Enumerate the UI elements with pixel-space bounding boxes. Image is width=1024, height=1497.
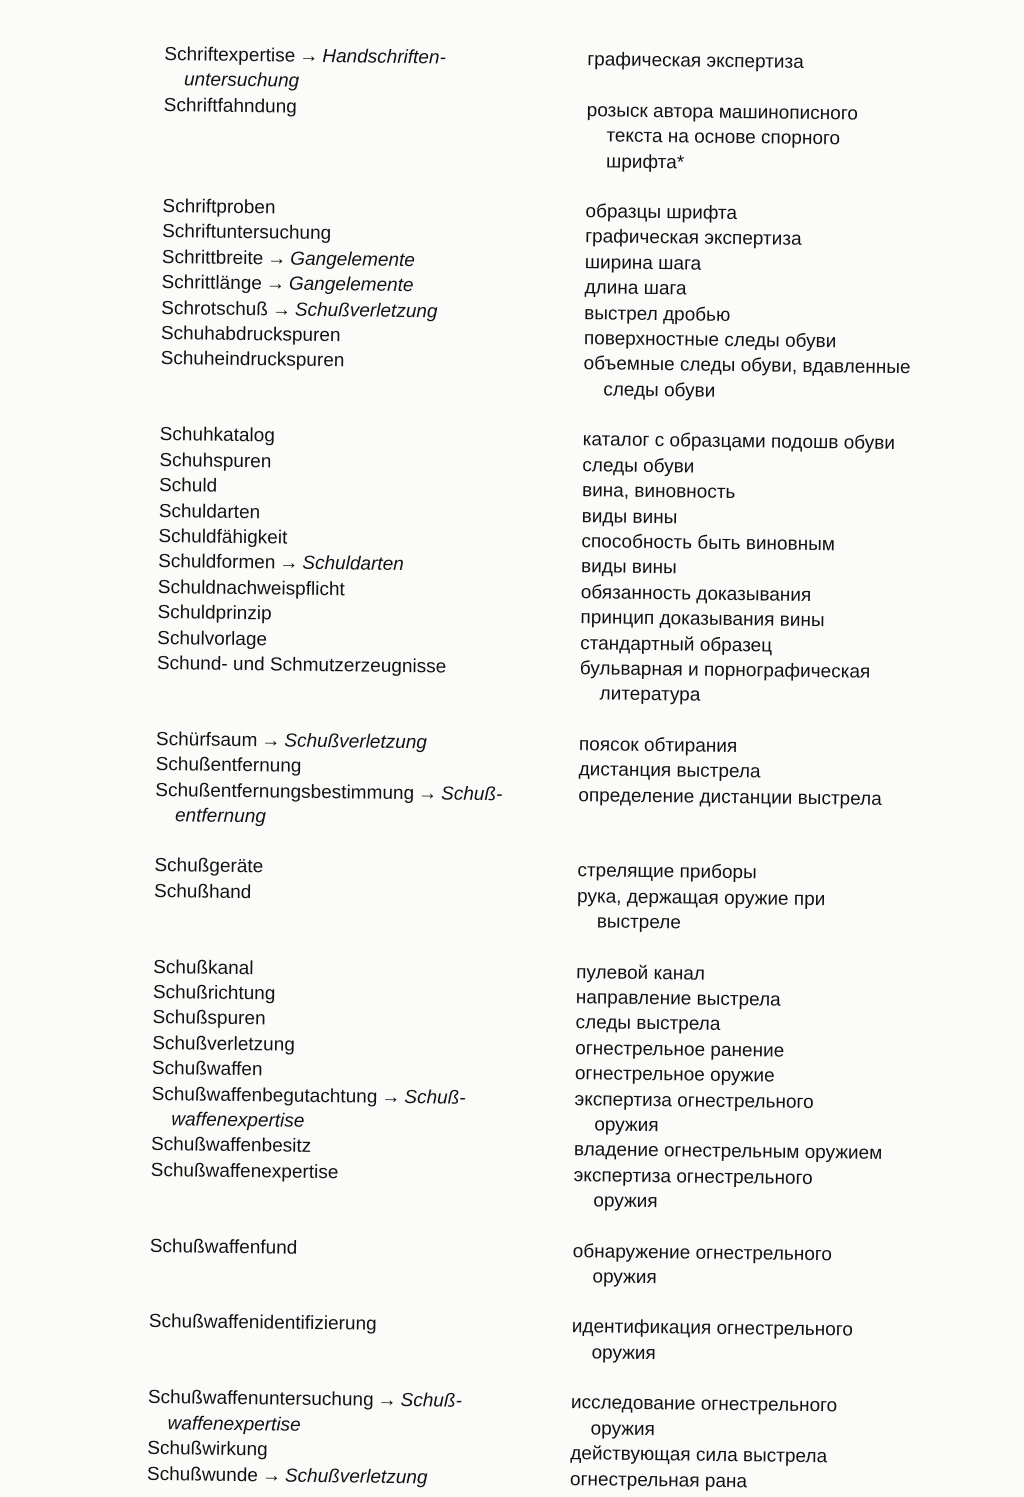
russian-translation: рука, держащая оружие при <box>576 885 826 910</box>
russian-translation-continuation: литература <box>599 683 701 706</box>
russian-translation: идентификация огнестрельного <box>571 1316 854 1341</box>
russian-translation: обязанность доказывания <box>580 581 812 606</box>
german-term-column <box>147 1385 533 1441</box>
cross-reference: Schuß- <box>404 1086 466 1109</box>
german-term: Schußwaffenfund <box>149 1235 298 1259</box>
german-term-column <box>151 1158 536 1188</box>
russian-translation-column <box>572 1239 938 1294</box>
german-term-column <box>164 93 549 123</box>
german-term: Schriftfahndung <box>163 94 297 118</box>
german-term: Schußverletzung <box>152 1032 295 1056</box>
russian-translation-continuation: выстреле <box>596 911 682 934</box>
russian-translation-column <box>570 1390 936 1445</box>
german-term: Schußspuren <box>152 1007 266 1030</box>
russian-translation-continuation: шрифта* <box>605 151 685 173</box>
german-term: Schuhkatalog <box>159 424 275 447</box>
cross-reference: Schußverletzung <box>284 730 428 754</box>
russian-translation: направление выстрела <box>575 987 781 1011</box>
russian-translation: огнестрельное ранение <box>575 1037 785 1062</box>
german-term: Schußwaffenuntersuchung <box>147 1387 374 1411</box>
german-term-column <box>160 346 545 376</box>
german-term: Schuheindruckspuren <box>160 348 345 372</box>
cross-reference: Schußverletzung <box>294 299 438 323</box>
russian-translation: розыск автора машинописного <box>586 99 858 125</box>
cross-reference-continuation: entfernung <box>174 805 267 828</box>
russian-translation: выстрел дробью <box>584 302 731 326</box>
arrow-right-icon: → <box>271 299 292 321</box>
german-term: Schußkanal <box>153 956 254 979</box>
german-term-column <box>164 42 550 98</box>
cross-reference-continuation: waffenexpertise <box>167 1412 301 1436</box>
russian-translation-column <box>583 352 949 407</box>
russian-translation: способность быть виновным <box>581 531 835 556</box>
german-term: Schrotschuß <box>161 297 269 320</box>
arrow-right-icon: → <box>261 729 281 752</box>
russian-translation-column <box>570 1467 935 1497</box>
german-term: Schuldformen <box>158 551 276 574</box>
german-term: Schuldarten <box>158 500 261 523</box>
german-term: Schrittlänge <box>161 272 263 295</box>
russian-translation: поверхностные следы обуви <box>583 328 837 353</box>
russian-translation: исследование огнестрельного <box>570 1392 838 1417</box>
russian-translation: ширина шага <box>584 252 702 275</box>
russian-translation: вина, виновность <box>581 480 736 504</box>
german-term-column <box>150 1234 535 1264</box>
arrow-right-icon: → <box>265 273 286 295</box>
russian-translation: принцип доказывания вины <box>580 607 825 632</box>
cross-reference: Schuldarten <box>302 553 404 576</box>
russian-translation: поясок обтирания <box>578 733 738 757</box>
german-term: Schußwaffenbesitz <box>150 1134 312 1158</box>
german-term: Schußentfernungsbestimmung <box>155 779 415 804</box>
german-term: Schußwunde <box>146 1463 259 1486</box>
russian-translation: действующая сила выстрела <box>570 1443 828 1468</box>
russian-translation: экспертиза огнестрельного <box>573 1164 813 1189</box>
cross-reference: Schuß- <box>440 783 503 805</box>
german-term: Schußgeräte <box>154 855 264 878</box>
cross-reference: Gangelemente <box>288 273 414 297</box>
russian-translation-column <box>587 47 953 102</box>
cross-reference: Gangelemente <box>290 248 416 271</box>
russian-translation-column <box>579 656 945 711</box>
russian-translation: объемные следы обуви, вдавленные <box>583 353 911 379</box>
german-term-column <box>149 1309 534 1339</box>
russian-translation-continuation: оружия <box>590 1418 655 1440</box>
cross-reference: Schuß- <box>400 1390 462 1413</box>
german-term: Schuhabdruckspuren <box>160 323 341 347</box>
russian-translation: длина шага <box>584 277 687 300</box>
cross-reference-continuation: waffenexpertise <box>171 1109 305 1132</box>
russian-translation-column <box>574 1087 940 1142</box>
entry-list <box>0 40 1023 1497</box>
german-term-column <box>154 879 539 909</box>
dictionary-entry <box>0 91 1023 180</box>
russian-translation: экспертиза огнестрельного <box>574 1088 814 1113</box>
russian-translation-column <box>577 884 943 939</box>
german-term: Schußwaffenexpertise <box>150 1159 339 1184</box>
russian-translation: огнестрельная рана <box>569 1468 748 1492</box>
german-term: Schulvorlage <box>157 627 268 650</box>
russian-translation: графическая экспертиза <box>585 226 802 251</box>
russian-translation: следы обуви <box>582 454 695 478</box>
arrow-right-icon: → <box>417 782 438 804</box>
russian-translation: обнаружение огнестрельного <box>572 1240 833 1265</box>
russian-translation: огнестрельное оружие <box>574 1063 775 1087</box>
german-term: Schußwaffenbegutachtung <box>151 1083 378 1108</box>
german-term-column <box>157 651 542 681</box>
german-term: Schund- und Schmutzerzeugnisse <box>156 652 447 678</box>
russian-translation: виды вины <box>580 556 677 579</box>
german-term-column <box>147 1461 532 1491</box>
german-term: Schrittbreite <box>161 246 264 270</box>
russian-translation-column <box>578 783 944 838</box>
cross-reference: Schußverletzung <box>284 1465 428 1488</box>
german-term: Schriftuntersuchung <box>162 221 332 245</box>
arrow-right-icon: → <box>267 248 287 270</box>
german-term: Schriftexpertise <box>164 44 296 67</box>
russian-translation-column <box>573 1163 939 1218</box>
russian-translation-continuation: оружия <box>591 1342 656 1364</box>
russian-translation-column <box>586 98 952 179</box>
german-term: Schriftproben <box>162 196 276 219</box>
russian-translation: владение огнестрельным оружием <box>573 1139 883 1165</box>
german-term: Schußwirkung <box>147 1438 268 1461</box>
cross-reference-continuation: untersuchung <box>183 69 300 93</box>
russian-translation-continuation: оружия <box>592 1266 657 1289</box>
german-term-column <box>155 778 541 834</box>
russian-translation: следы выстрела <box>575 1012 721 1036</box>
german-term: Schuldnachweispflicht <box>157 576 345 600</box>
dictionary-entry <box>0 1232 1009 1295</box>
russian-translation: стрелящие приборы <box>577 860 757 884</box>
russian-translation-continuation: оружия <box>594 1114 659 1137</box>
russian-translation: графическая экспертиза <box>587 49 804 73</box>
german-term: Schuldprinzip <box>157 602 272 625</box>
russian-translation: дистанция выстрела <box>578 759 761 783</box>
arrow-right-icon: → <box>279 552 299 574</box>
arrow-right-icon: → <box>377 1390 397 1412</box>
russian-translation-continuation: оружия <box>593 1190 658 1213</box>
russian-translation: каталог с образцами подошв обуви <box>582 429 896 455</box>
dictionary-entry <box>0 1307 1008 1370</box>
german-term: Schuldfähigkeit <box>158 525 288 549</box>
russian-translation: виды вины <box>581 505 678 528</box>
russian-translation: пулевой канал <box>576 961 706 985</box>
arrow-right-icon: → <box>299 45 319 67</box>
cross-reference: Handschriften- <box>322 45 446 69</box>
russian-translation: определение дистанции выстрела <box>578 784 882 810</box>
german-term: Schuhspuren <box>159 449 272 473</box>
russian-translation-column <box>571 1315 937 1370</box>
german-term: Schußwaffen <box>151 1058 263 1081</box>
german-term-column <box>151 1082 537 1138</box>
russian-translation: стандартный образец <box>580 632 773 657</box>
german-term: Schußwaffenidentifizierung <box>148 1311 377 1336</box>
german-term: Schürfsaum <box>155 728 258 751</box>
russian-translation: образцы шрифта <box>585 201 738 225</box>
german-term: Schuld <box>158 475 218 497</box>
russian-translation-continuation: текста на основе спорного <box>606 125 841 150</box>
german-term: Schußhand <box>153 880 252 903</box>
german-term: Schußentfernung <box>155 754 302 777</box>
russian-translation: бульварная и порнографическая <box>579 658 871 683</box>
arrow-right-icon: → <box>261 1464 282 1487</box>
german-term: Schußrichtung <box>152 981 276 1005</box>
russian-translation-continuation: следы обуви <box>603 379 716 402</box>
arrow-right-icon: → <box>381 1086 401 1108</box>
